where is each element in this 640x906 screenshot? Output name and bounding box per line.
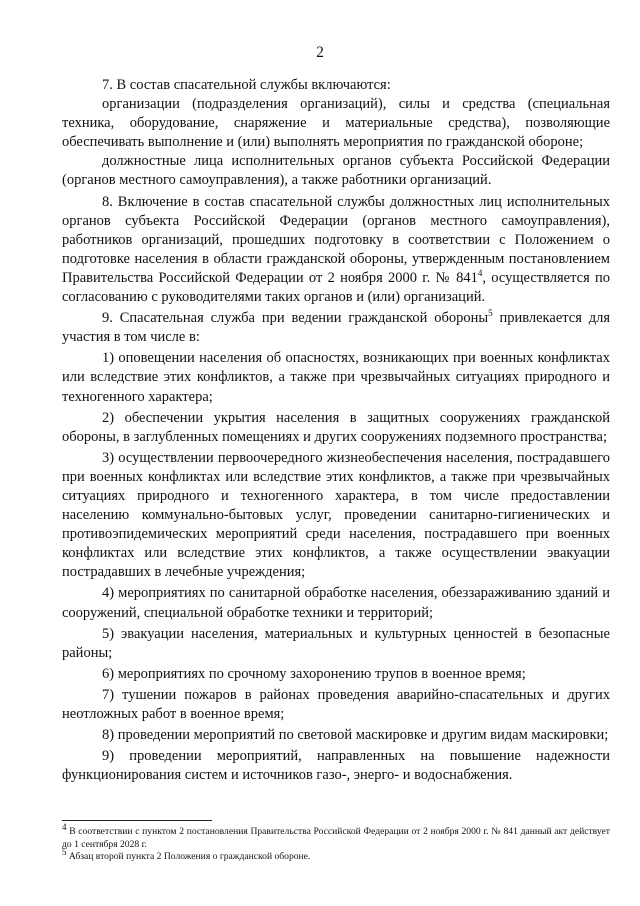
- list-item-2: 2) обеспечении укрытия населения в защитных сооружениях гражданской обороны, в заглубленных помещениях и других сооружениях подземного пространства;: [62, 409, 610, 445]
- paragraph-item-8: 8. Включение в состав спасательной службы должностных лиц исполнительных органов субъекта Российской Федерации (органов местного самоуправления), работников организаций, прошедших подготовку в соответствии с Положением о подготовке населения в области гражданской обороны, утвержденным постановлением Правительства Российской Федерации от 2 ноября 2000 г. № $841^4$, осуществляется по согласованию с руководителями таких органов и (или) организаций.: [62, 193, 610, 306]
- footnote-ref-5: 5: [488, 308, 493, 319]
- list-item-9: 9) проведении мероприятий, направленных на повышение надежности функционирования систем и источников газо-, энерго- и водоснабжения.: [62, 748, 610, 784]
- paragraph-item-9: 9. Спасательная служба при ведении гражданской обороны$^5$ привлекается для участия в том числе в:: [62, 308, 611, 346]
- list-item-4: 4) мероприятиях по санитарной обработке населения, обеззараживанию зданий и сооружений, специальной обработке техники и территорий;: [62, 585, 610, 621]
- list-item-5: 5) эвакуации населения, материальных и культурных ценностей в безопасные районы;: [62, 625, 610, 661]
- list-item-3: 3) осуществлении первоочередного жизнеобеспечения населения, пострадавшего при военных конфликтах или вследствие этих конфликтов, а также при чрезвычайных ситуациях природного и техногенного характера, в том числе предоставлении населению коммунально-бытовых услуг, проведении санитарно-гигиенических и противоэпидемических мероприятий среди населения, пострадавшего при военных конфликтах или вследствие этих конфликтов, а также осуществлении эвакуации пострадавших в лечебные учреждения;: [62, 449, 610, 581]
- footnote-4: $^4$ В соответствии с пунктом 2 постановления Правительства Российской Федерации от 2 ноября 2000 г. № 841 данный акт действует до 1 сентября 2028 г.: [62, 821, 610, 850]
- footnotes: [62, 821, 610, 864]
- page-number: 2: [316, 44, 324, 61]
- paragraph-item-7-header: 7. В состав спасательной службы включаются:: [102, 77, 391, 93]
- list-item-8: 8) проведении мероприятий по световой маскировке и другим видам маскировки;: [102, 727, 609, 744]
- footnote-divider: [62, 820, 212, 821]
- footnote-ref-4: 4: [477, 268, 483, 279]
- paragraph-officials: должностные лица исполнительных органов субъекта Российской Федерации (органов местного самоуправления), а также работники организаций.: [62, 153, 610, 189]
- list-item-7: 7) тушении пожаров в районах проведения аварийно-спасательных и других неотложных работ в военное время;: [62, 686, 610, 722]
- paragraph-organizations: организации (подразделения организаций), силы и средства (специальная техника, оборудование, снаряжение и материальные средства), позволяющие обеспечивать выполнение и (или) выполнять мероприятия по гражданской обороне;: [62, 96, 610, 151]
- footnote-5: $^5$ Абзац второй пункта 2 Положения о гражданской обороне.: [62, 846, 311, 862]
- document-body: [62, 76, 610, 785]
- list-item-1: 1) оповещении населения об опасностях, возникающих при военных конфликтах или вследствие этих конфликтов, а также при чрезвычайных ситуациях природного и техногенного характера;: [62, 350, 610, 405]
- list-item-6: 6) мероприятиях по срочному захоронению трупов в военное время;: [102, 665, 526, 682]
